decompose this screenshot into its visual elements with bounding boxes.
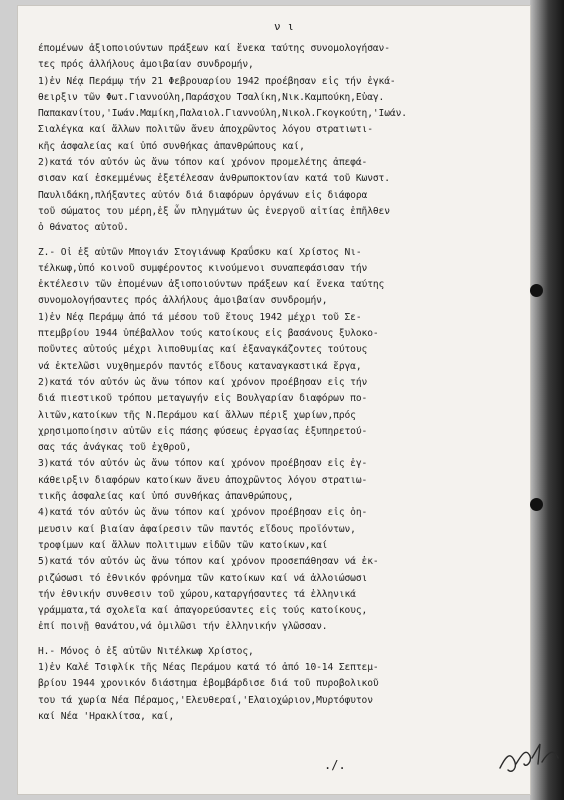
text-line: 2)κατά τόν αὐτόν ὡς ἄνω τόπον καί χρόνον προέβησαν εἰς τήν — [38, 376, 368, 388]
text-line: Σιαλέγκα καί ἄλλων πολιτῶν ἄνευ ἀποχρῶντος λόγου στρατιωτι- — [38, 124, 373, 136]
handwritten-signature — [496, 734, 564, 780]
text-line: τροφίμων καί ἄλλων πολιτιμων εἰδῶν τῶν κατοίκων,καί — [38, 539, 328, 551]
end-mark: ./. — [324, 758, 346, 772]
text-line: Παπακανίτου,'Ιωάν.Μαμίκη,Παλαιολ.Γιαννούλη,Νικολ.Γκογκούτη,'Ιωάν. — [38, 108, 407, 120]
text-line: χρησιμοποίησιν αὐτῶν εἰς πάσης φύσεως ἐργασίας ἐξυπηρετού- — [38, 425, 368, 437]
punch-hole — [530, 284, 543, 297]
text-line: κῆς ἀσφαλείας καί ὑπό συνθήκας ἀπανθρώπους καί, — [38, 140, 305, 152]
text-line: τες πρός ἀλλήλους ἀμοιβαίαν συνδρομήν, — [38, 59, 254, 71]
text-line: λιτῶν,κατοίκων τῆς Ν.Περάμου καί ἄλλων πέριξ χωρίων,πρός — [38, 409, 356, 421]
page-edge-shadow — [530, 0, 564, 800]
text-line: του τά χωρία Νέα Πέραμος,'Ελευθεραί,'Ελαιοχώριον,Μυρτόφυτον — [38, 694, 373, 706]
text-line: βρίου 1944 χρονικόν διάστημα ἐβομβάρδισε διά τοῦ πυροβολικοῦ — [38, 678, 379, 690]
document-page — [18, 6, 530, 794]
text-line: τέλκωφ,ὑπό κοινοῦ συμφέροντος κινούμενοι συναπεφάσισαν τήν — [38, 262, 368, 274]
text-line: σας τάς ἀνάγκας τοῦ ἐχθροῦ, — [38, 442, 192, 454]
text-line: τικῆς ἀσφαλείας καί ὑπό συνθήκας ἀπανθρώπους, — [38, 491, 294, 503]
text-line: συνομολογήσαντες πρός ἀλλήλους ἀμοιβαίαν συνδρομήν, — [38, 295, 328, 307]
text-line: έπομένων ἀξιοποιούντων πράξεων καί ἕνεκα ταύτης συνομολογήσαν- — [38, 43, 390, 54]
text-line: Παυλιδάκη,πλήξαντες αὐτόν διά διαφόρων ὀργάνων εἰς διάφορα — [38, 189, 368, 201]
body-text — [38, 41, 524, 725]
text-line: θειρξιν τῶν Φωτ.Γιαννούλη,Παράσχου Τσαλίκη,Νικ.Καμπούκη,Εὐαγ. — [38, 91, 385, 103]
page-number: ν ι — [274, 20, 294, 33]
text-line: ποῦντες αὐτούς μέχρι λιποθυμίας καί ἐξαναγκάζοντες τούτους — [38, 344, 368, 356]
text-line: μευσιν καί βιαίαν ἀφαίρεσιν τῶν παντός εἴδους προϊόντων, — [38, 523, 356, 535]
text-line: 4)κατά τόν αὐτόν ὡς ἄνω τόπον καί χρόνον προέβησαν εἰς ὁη- — [38, 507, 368, 519]
text-line: ἐκτέλεσιν τῶν ἑπομένων ἀξιοποιούντων πράξεων καί ἕνεκα ταύτης — [38, 279, 385, 291]
text-line: 5)κατά τόν αὐτόν ὡς ἄνω τόπον καί χρόνον προσεπάθησαν νά ἐκ- — [38, 556, 379, 568]
text-line: ριζώσωσι τό ἐθνικόν φρόνημα τῶν κατοίκων καί νά ἀλλοιώσωσι — [38, 572, 368, 584]
text-line: ἐπί ποινῇ θανάτου,νά ὁμιλῶσι τήν ἑλληνικήν γλῶσσαν. — [38, 621, 328, 633]
section-heading-line: Η.- Μόνος ὁ ἐξ αὐτῶν Νιτέλκωφ Χρίστος, — [38, 645, 254, 657]
text-line: νά ἐκτελῶσι νυχθημερόν παντός εἴδους καταναγκαστικά ἔργα, — [38, 360, 362, 372]
text-line: τοῦ σώματος του μέρη,ἐξ ὧν πληγμάτων ὡς ἐνεργοῦ αἰτίας ἐπῆλθεν — [38, 205, 390, 217]
section-heading-line: Ζ.- Οἱ ἐξ αὐτῶν Μπογιάν Στογιάνωφ Κραΰσκυ καί Χρίστος Νι- — [38, 246, 362, 258]
text-line: γράμματα,τά σχολεῖα καί ἀπαγορεύσαντες εἰς τούς κατοίκους, — [38, 605, 368, 617]
text-line: σισαν καί ἐσκεμμένως ἐξετέλεσαν ἀνθρωποκτονίαν κατά τοῦ Κωνστ. — [38, 173, 390, 185]
text-line: καί Νέα 'Ηρακλίτσα, καί, — [38, 710, 175, 722]
text-line: 1)ἐν Νέᾳ Περάμῳ ἀπό τά μέσου τοῦ ἔτους 1942 μέχρι τοῦ Σε- — [38, 311, 362, 323]
text-line: πτεμβρίου 1944 ὑπέβαλλον τούς κατοίκους εἰς βασάνους ξυλοκο- — [38, 328, 379, 340]
text-line: διά πιεστικοῦ τρόπου μεταγωγήν εἰς Βουλγαρίαν διαφόρων πο- — [38, 393, 368, 405]
text-line: 2)κατά τόν αὐτόν ὡς ἄνω τόπον καί χρόνον προμελέτης ἀπεφά- — [38, 157, 368, 169]
paragraph-gap — [38, 636, 524, 644]
punch-hole — [530, 498, 543, 511]
text-line: ὁ θάνατος αὐτοῦ. — [38, 222, 129, 234]
text-line: κάθειρξιν διαφόρων κατοίκων ἄνευ ἀποχρῶντος λόγου στρατιω- — [38, 474, 368, 486]
text-line: 3)κατά τόν αὐτόν ὡς ἄνω τόπον καί χρόνον προέβησαν εἰς ἐγ- — [38, 458, 368, 470]
text-line: 1)ἐν Νέᾳ Περάμῳ τήν 21 Φεβρουαρίου 1942 προέβησαν εἰς τήν ἐγκά- — [38, 75, 396, 87]
text-line: τήν ἐθνικήν συνθεσιν τοῦ χώρου,καταργήσαντες τά ἑλληνικά — [38, 588, 356, 600]
text-line: 1)ἐν Καλέ Τσιφλίκ τῆς Νέας Περάμου κατά τό ἀπό 10-14 Σεπτεμ- — [38, 661, 379, 673]
paragraph-gap — [38, 237, 524, 245]
